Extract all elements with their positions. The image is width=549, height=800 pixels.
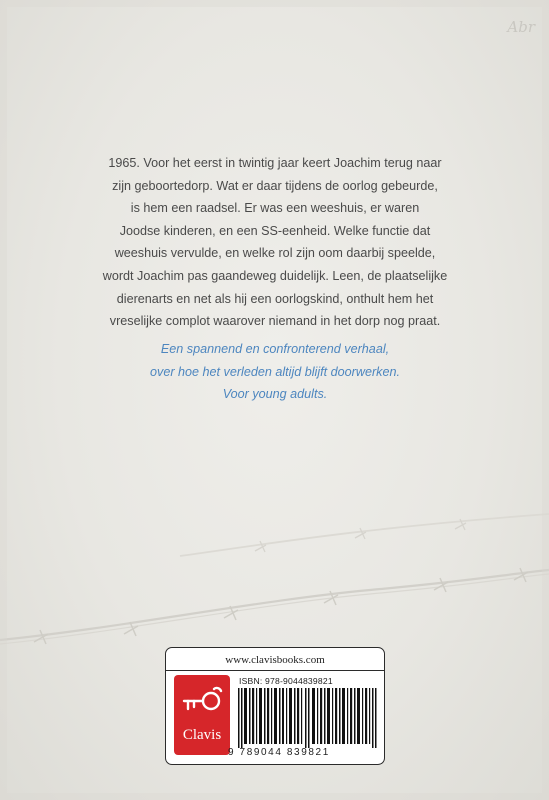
blurb-line: weeshuis vervulde, en welke rol zijn oom daarbij speelde, [114,246,436,261]
blurb-line: wordt Joachim pas gaandeweg duidelijk. Leen, de plaatselijke [102,268,448,283]
divider [166,670,384,671]
blurb-line: Joodse kinderen, en een SS-eenheid. Welke functie dat [119,223,431,238]
tagline [60,338,490,406]
blurb-paragraph [60,152,490,333]
tagline-line: Een spannend en confronterend verhaal, [160,342,390,356]
barcode-digits: 9 789044 839821 [228,747,330,758]
key-icon [180,685,224,719]
isbn-label: ISBN: 978-9044839821 [239,676,333,686]
barcode-icon [238,688,378,748]
blurb-line: zijn geboortedorp. Wat er daar tijdens de oorlog gebeurde, [112,178,438,193]
barcode-panel [165,647,385,765]
clavis-logo [174,675,230,755]
publisher-website: www.clavisbooks.com [225,654,325,666]
blurb-line: is hem een raadsel. Er was een weeshuis, er waren [130,201,420,216]
publisher-name: Clavis [182,727,222,743]
blurb-line: dierenarts en net als hij een oorlogskind, onthult hem het [116,291,434,306]
blurb-line: vreselijke complot waarover niemand in het dorp nog praat. [109,314,441,329]
handwritten-note: Abr [507,18,535,36]
blurb-line: 1965. Voor het eerst in twintig jaar keert Joachim terug naar [108,156,442,170]
tagline-line: Voor young adults. [222,387,328,402]
tagline-line: over hoe het verleden altijd blijft doorwerken. [150,364,400,379]
